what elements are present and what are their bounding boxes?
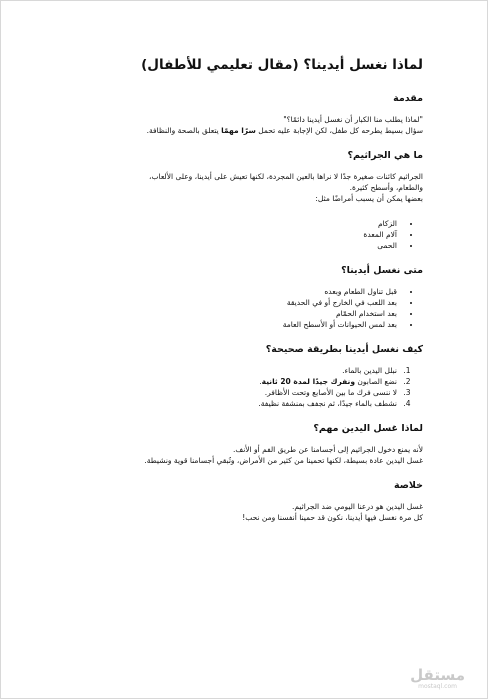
list-item: • قبل تناول الطعام وبعده — [55, 286, 401, 297]
watermark-url: mostaql.com — [418, 683, 457, 690]
step-2-start: نضع الصابون — [355, 377, 397, 386]
article-title: لماذا نغسل أيدينا؟ (مقال تعليمي للأطفال) — [141, 57, 423, 73]
conclusion-line-2: كل مرة نغسل فيها أيدينا، نكون قد حمينا أنفسنا ومن نحب! — [242, 513, 423, 522]
germs-paragraph — [55, 171, 423, 204]
step-item: 3. لا ننسى فرك ما بين الأصابع وتحت الأظافر. — [55, 387, 401, 398]
germs-heading: ما هي الجراثيم؟ — [347, 150, 423, 161]
watermark-name: مستقل — [410, 666, 465, 684]
step-item: 4. نشطف بالماء جيدًا، ثم نجفف بمنشفة نظيفة. — [55, 398, 401, 409]
step-item: 1. نبلل اليدين بالماء. — [55, 365, 401, 376]
when-heading: متى نغسل أيدينا؟ — [341, 265, 423, 276]
intro-line-2 — [55, 125, 423, 136]
list-item: • آلام المعدة — [55, 229, 401, 240]
conclusion-paragraph — [55, 501, 423, 523]
list-item: • بعد اللعب في الخارج أو في الحديقة — [55, 297, 401, 308]
article — [55, 57, 423, 537]
list-item: • بعد لمس الحيوانات أو الأسطح العامة — [55, 319, 401, 330]
why-paragraph — [55, 444, 423, 466]
conclusion-heading: خلاصة — [393, 480, 423, 491]
step-2-emphasis: ونفرك جيدًا لمدة 20 ثانية — [261, 377, 356, 386]
intro-paragraph — [55, 114, 423, 136]
germs-line-1: الجراثيم كائنات صغيرة جدًا لا نراها بالعين المجردة، لكنها تعيش على أيدينا، وعلى الألعاب، — [149, 172, 423, 181]
step-2-end: . — [259, 377, 262, 386]
germs-line-2: والطعام، وأسطح كثيرة. — [349, 183, 423, 192]
why-line-1: لأنه يمنع دخول الجراثيم إلى أجسامنا عن طريق الفم أو الأنف. — [233, 445, 423, 454]
germs-line-3: بعضها يمكن أن يسبب أمراضًا مثل: — [315, 194, 423, 203]
conclusion-line-1: غسل اليدين هو درعنا اليومي ضد الجراثيم. — [291, 502, 423, 511]
steps-list — [55, 365, 423, 409]
list-item: • الحمى — [55, 240, 401, 251]
why-line-2: غسل اليدين عادة بسيطة، لكنها تحمينا من كثير من الأمراض، وتُبقي أجسامنا قوية ونشيطة. — [144, 456, 423, 465]
list-item: • بعد استخدام الحمّام — [55, 308, 401, 319]
intro-line-2-end: يتعلق بالصحة والنظافة. — [146, 126, 222, 135]
how-heading: كيف نغسل أيدينا بطريقة صحيحة؟ — [265, 344, 423, 355]
intro-line-2-emphasis: سرًا مهمًا — [221, 126, 256, 135]
diseases-list — [55, 218, 423, 251]
when-list — [55, 286, 423, 330]
step-item — [55, 376, 401, 387]
list-item: • الزكام — [55, 218, 401, 229]
why-heading: لماذا غسل اليدين مهم؟ — [313, 423, 423, 434]
intro-heading: مقدمة — [393, 93, 423, 104]
intro-line-1: "لماذا يطلب منا الكبار أن نغسل أيدينا دائمًا؟" — [283, 115, 423, 124]
mostaql-watermark — [410, 667, 465, 690]
intro-line-2-start: سؤال بسيط يطرحه كل طفل، لكن الإجابة عليه تحمل — [255, 126, 423, 135]
